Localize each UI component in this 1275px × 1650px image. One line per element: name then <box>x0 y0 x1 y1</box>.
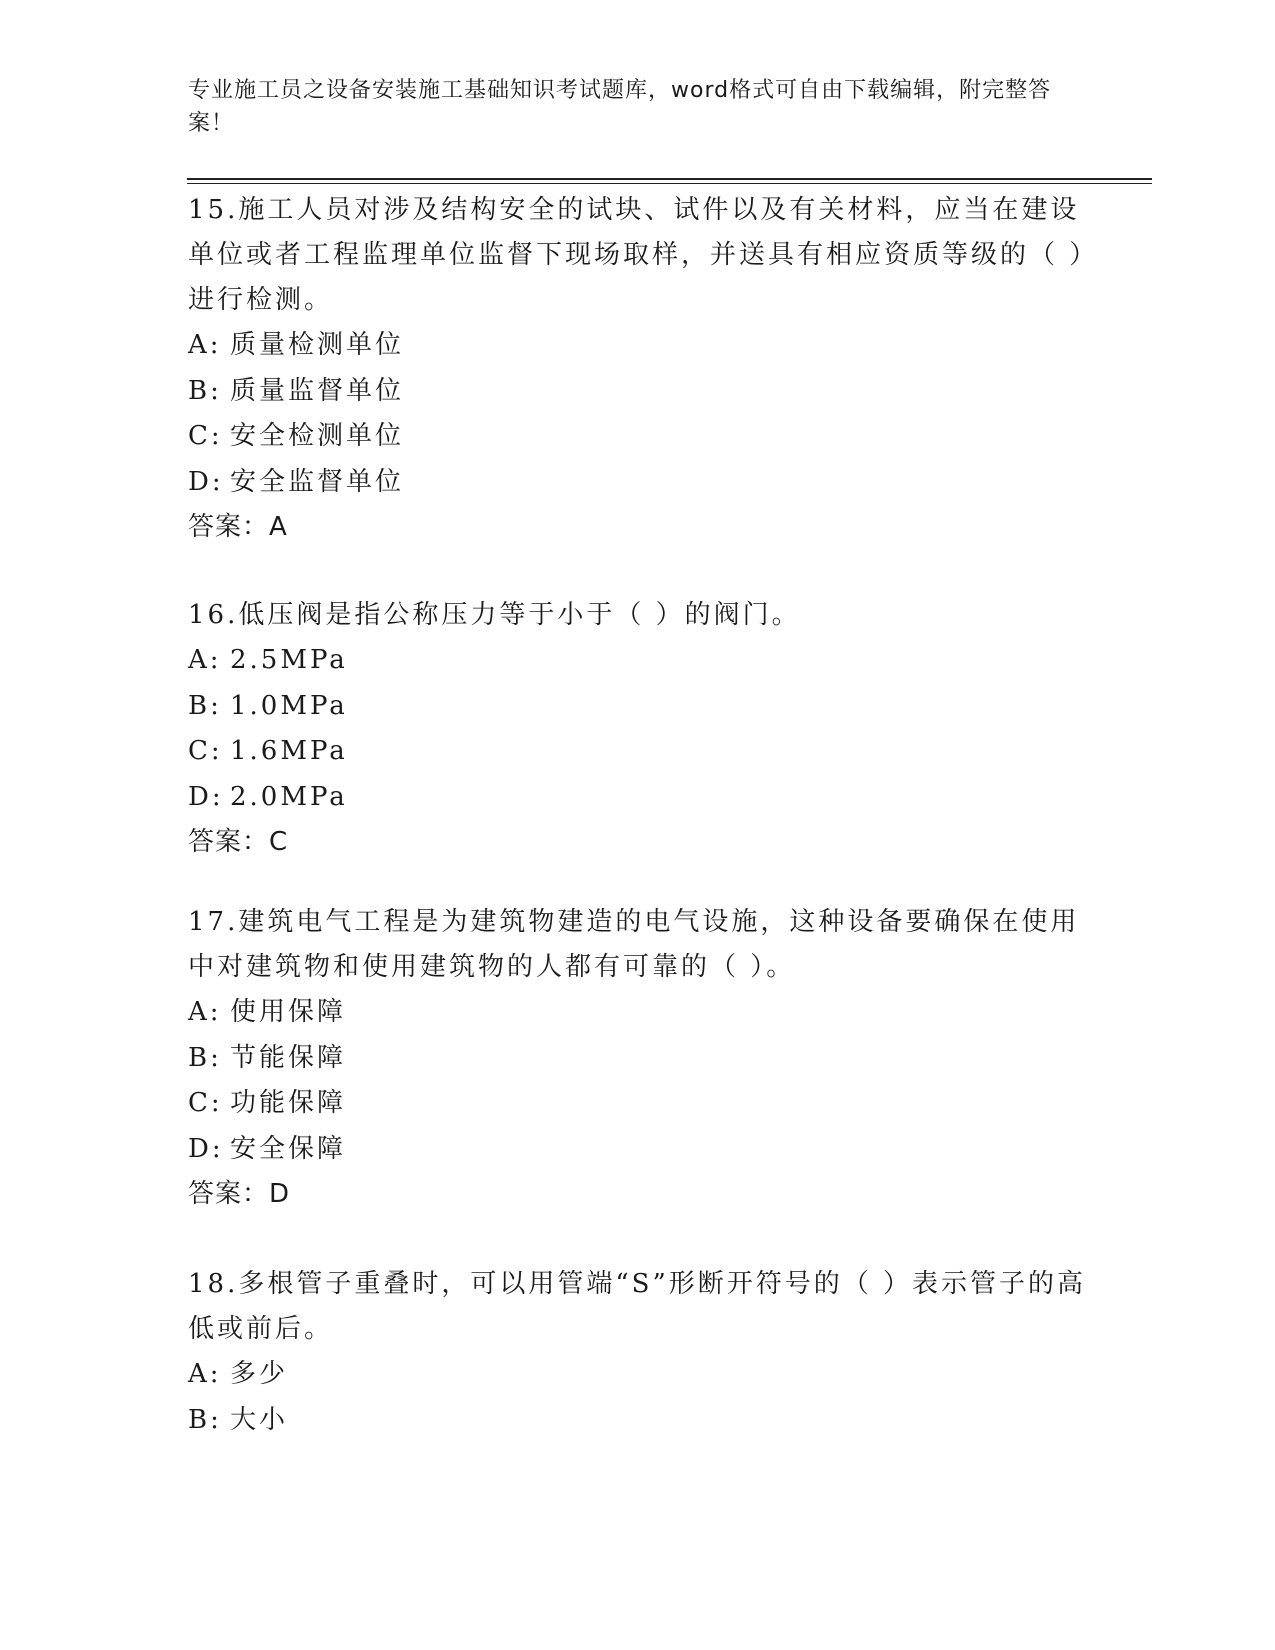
question-stem: 17.建筑电气工程是为建筑物建造的电气设施，这种设备要确保在使用中对建筑物和使用建筑物的人都有可靠的（ ）。 <box>188 907 1080 982</box>
option-d <box>188 460 1088 506</box>
option-text: 功能保障 <box>230 1088 347 1118</box>
question-stem: 18.多根管子重叠时，可以用管端“S”形断开符号的（ ）表示管子的高低或前后。 <box>188 1269 1087 1344</box>
answer-line: 答案：A <box>188 512 288 542</box>
option-c <box>188 729 1088 775</box>
option-letter: B: <box>188 375 222 406</box>
option-letter: A: <box>188 997 222 1027</box>
option-c <box>188 1081 1088 1127</box>
option-letter: C: <box>188 736 223 766</box>
option-b <box>188 1398 1088 1444</box>
question-18 <box>188 1262 1088 1443</box>
option-text: 使用保障 <box>230 997 347 1027</box>
option-d <box>188 775 1088 821</box>
option-d <box>188 1127 1088 1173</box>
option-letter: C: <box>188 421 223 451</box>
option-b <box>188 369 1088 415</box>
option-c <box>188 414 1088 460</box>
header-divider-thin <box>187 183 1152 184</box>
option-letter: D: <box>188 466 224 497</box>
option-letter: A: <box>188 330 222 360</box>
option-text: 安全检测单位 <box>230 421 405 451</box>
option-text: 多少 <box>230 1359 289 1389</box>
option-letter: D: <box>188 1133 224 1164</box>
option-text: 质量监督单位 <box>230 375 405 406</box>
header-divider-thick <box>187 178 1152 180</box>
option-text: 1.0MPa <box>230 690 348 721</box>
option-a <box>188 323 1088 369</box>
option-b <box>188 684 1088 730</box>
option-text: 2.0MPa <box>230 781 348 812</box>
option-letter: C: <box>188 1088 223 1118</box>
option-text: 1.6MPa <box>230 736 348 766</box>
question-stem: 15.施工人员对涉及结构安全的试块、试件以及有关材料，应当在建设单位或者工程监理单位监督下现场取样，并送具有相应资质等级的（ ）进行检测。 <box>188 195 1086 315</box>
option-text: 安全保障 <box>230 1133 347 1164</box>
document-header: 专业施工员之设备安装施工基础知识考试题库，word格式可自由下载编辑，附完整答案！ <box>188 78 1052 136</box>
question-stem: 16.低压阀是指公称压力等于小于（ ）的阀门。 <box>188 600 801 630</box>
answer-line: 答案：C <box>188 827 289 857</box>
question-15 <box>188 188 1088 550</box>
option-text: 2.5MPa <box>230 645 348 675</box>
option-a <box>188 1352 1088 1398</box>
option-text: 节能保障 <box>230 1042 347 1073</box>
option-a <box>188 638 1088 684</box>
option-text: 质量检测单位 <box>230 330 405 360</box>
option-letter: A: <box>188 1359 222 1389</box>
option-letter: B: <box>188 1042 222 1073</box>
question-16 <box>188 593 1088 865</box>
option-b <box>188 1036 1088 1082</box>
option-letter: A: <box>188 645 222 675</box>
option-letter: B: <box>188 1404 222 1435</box>
question-17 <box>188 900 1088 1217</box>
option-letter: D: <box>188 781 224 812</box>
option-text: 大小 <box>230 1404 289 1435</box>
option-letter: B: <box>188 690 222 721</box>
option-text: 安全监督单位 <box>230 466 405 497</box>
answer-line: 答案：D <box>188 1179 291 1209</box>
option-a <box>188 990 1088 1036</box>
